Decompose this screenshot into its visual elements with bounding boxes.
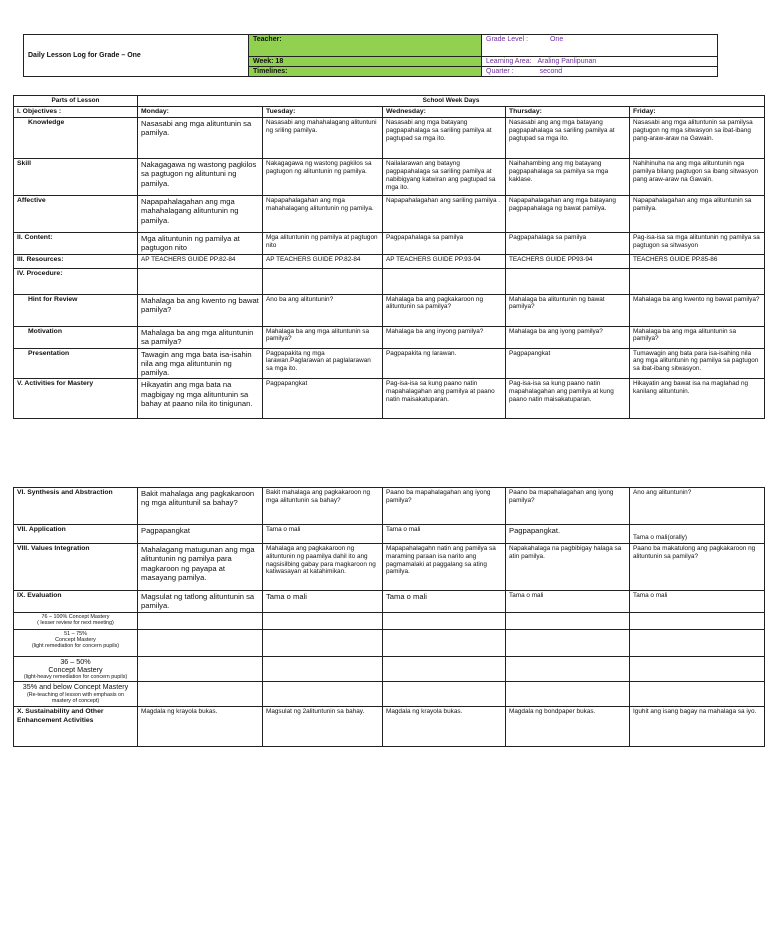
label-iv-procedure: IV. Procedure: — [14, 268, 138, 294]
row-vi-synthesis-and-abstraction — [14, 488, 765, 525]
cell-hint-for-review-friday: Mahalaga ba ang kwento ng bawat pamilya? — [630, 294, 765, 326]
cell-concept-mastery-1-thursday — [506, 612, 630, 629]
cell-hint-for-review-monday: Mahalaga ba ang kwento ng bawat pamilya? — [138, 294, 263, 326]
cell-v-activities-for-mastery-tuesday: Pagpapangkat — [263, 379, 383, 419]
row-concept-mastery-1 — [14, 612, 765, 629]
cell-ii-content-monday: Mga alituntunin ng pamilya at pagtugon nito — [138, 233, 263, 255]
cell-hint-for-review-wednesday: Mahalaga ba ang pagkakaroon ng alituntunin sa pamilya? — [383, 294, 506, 326]
cell-iv-procedure-tuesday — [263, 268, 383, 294]
cell-affective-friday: Napapahalagahan ang mga alituntunin sa pamilya. — [630, 196, 765, 233]
label-ii-content: II. Content: — [14, 233, 138, 255]
label-knowledge: Knowledge — [14, 118, 138, 159]
cell-concept-mastery-3-friday — [630, 656, 765, 682]
cell-v-activities-for-mastery-friday: Hikayatin ang bawat isa na maglahad ng kanilang alituntunin. — [630, 379, 765, 419]
concept-mastery-line: (light-heavy remediation for concern pupils) — [23, 674, 128, 681]
cell-affective-tuesday: Napapahalagahan ang mga mahahalagang alituntunin ng pamilya. — [263, 196, 383, 233]
cell-affective-thursday: Napapahalagahan ang mga batayang pagpapahalaga ng bawat pamilya. — [506, 196, 630, 233]
cell-concept-mastery-1-monday — [138, 612, 263, 629]
cell-concept-mastery-4-monday — [138, 682, 263, 707]
cell-presentation-friday: Tumawagin ang bata para isa-isahing nila ang mga alituntunin ng pamilya sa pagtugon sa ibat-ibang sitwasyon. — [630, 348, 765, 379]
cell-ii-content-tuesday: Mga alituntunin ng pamilya at pagtugon nito — [263, 233, 383, 255]
cell-ix-evaluation-friday: Tama o mali — [630, 591, 765, 613]
log-title: Daily Lesson Log for Grade – One — [24, 35, 249, 77]
day-wednesday: Wednesday: — [383, 106, 506, 117]
label-affective: Affective — [14, 196, 138, 233]
row-iii-resources — [14, 254, 765, 268]
concept-mastery-label-2 — [14, 629, 138, 656]
cell-iv-procedure-monday — [138, 268, 263, 294]
row-viii-values-integration — [14, 544, 765, 591]
cell-concept-mastery-2-friday — [630, 629, 765, 656]
cell-skill-monday: Nakagagawa ng wastong pagkilos sa pagtugon ng alituntuni ng pamilya. — [138, 159, 263, 196]
concept-mastery-line: (light remediation for concern pupils) — [31, 642, 120, 649]
header-table — [23, 34, 718, 77]
label-hint-for-review: Hint for Review — [14, 294, 138, 326]
label-iii-resources: III. Resources: — [14, 254, 138, 268]
label-skill: Skill — [14, 159, 138, 196]
concept-mastery-label-4 — [14, 682, 138, 707]
row-concept-mastery-4 — [14, 682, 765, 707]
cell-iii-resources-thursday: TEACHERS GUIDE PP93-94 — [506, 254, 630, 268]
day-friday: Friday: — [630, 106, 765, 117]
cell-ii-content-friday: Pag-isa-isa sa mga alituntunin ng pamilya sa pagtugon sa sitwasyon — [630, 233, 765, 255]
cell-motivation-wednesday: Mahalaga ba ang inyong pamilya? — [383, 326, 506, 348]
cell-concept-mastery-1-wednesday — [383, 612, 506, 629]
cell-knowledge-wednesday: Nasasabi ang mga batayang pagpapahalaga sa sariling pamilya at pagtupad sa mga ito. — [383, 118, 506, 159]
quarter — [482, 67, 718, 77]
cell-vi-synthesis-and-abstraction-tuesday: Bakit mahalaga ang pagkakaroon ng mga alituntunin sa bahay? — [263, 488, 383, 525]
row-concept-mastery-3 — [14, 656, 765, 682]
cell-vi-synthesis-and-abstraction-wednesday: Paano ba mapahalagahan ang iyong pamilya? — [383, 488, 506, 525]
cell-presentation-tuesday: Pagpapakita ng mga larawan.Paglarawan at paglalarawan sa mga ito. — [263, 348, 383, 379]
cell-motivation-friday: Mahalaga ba ang mga alituntunin sa pamilya? — [630, 326, 765, 348]
timelines-label: Timelines: — [249, 67, 482, 77]
row-motivation — [14, 326, 765, 348]
cell-affective-monday: Napapahalagahan ang mga mahahalagang alituntunin ng pamilya. — [138, 196, 263, 233]
row-vii-application — [14, 525, 765, 544]
label-ix-evaluation: IX. Evaluation — [14, 591, 138, 613]
objectives-label: I. Objectives : — [14, 106, 138, 117]
cell-skill-wednesday: Nailalarawan ang batayng pagpapahalaga sa sariling pamilya at nabibigyang katwiran ang pagtupad sa mga ito. — [383, 159, 506, 196]
label-presentation: Presentation — [14, 348, 138, 379]
cell-iii-resources-friday: TEACHERS GUIDE PP.85-86 — [630, 254, 765, 268]
cell-concept-mastery-2-wednesday — [383, 629, 506, 656]
cell-concept-mastery-3-thursday — [506, 656, 630, 682]
label-vi-synthesis-and-abstraction: VI. Synthesis and Abstraction — [14, 488, 138, 525]
quarter-value: second — [539, 68, 563, 75]
cell-concept-mastery-3-monday — [138, 656, 263, 682]
cell-iv-procedure-friday — [630, 268, 765, 294]
learning-area-label: Learning Area: — [486, 58, 532, 65]
cell-motivation-thursday: Mahalaga ba ang iyong pamilya? — [506, 326, 630, 348]
parts-of-lesson-header: Parts of Lesson — [14, 96, 138, 107]
cell-sustainability-tuesday: Magsulat ng 2alituntunin sa bahay. — [263, 707, 383, 747]
label-motivation: Motivation — [14, 326, 138, 348]
row-concept-mastery-2 — [14, 629, 765, 656]
cell-hint-for-review-tuesday: Ano ba ang alituntunin? — [263, 294, 383, 326]
cell-knowledge-thursday: Nasasabi ang ang mga batayang pagpapahalaga sa sariling pamilya at pagtupad sa mga ito. — [506, 118, 630, 159]
cell-concept-mastery-3-tuesday — [263, 656, 383, 682]
row-hint-for-review — [14, 294, 765, 326]
cell-vii-application-tuesday: Tama o mali — [263, 525, 383, 544]
row-presentation — [14, 348, 765, 379]
concept-mastery-label-3 — [14, 656, 138, 682]
lesson-table-part2-body — [14, 488, 765, 747]
day-monday: Monday: — [138, 106, 263, 117]
cell-concept-mastery-2-tuesday — [263, 629, 383, 656]
cell-knowledge-friday: Nasasabi ang mga alituntunin sa pamilysa pagtugon ng mga sitwasyon sa ibat-ibang pang-araw-araw na Gawain. — [630, 118, 765, 159]
cell-viii-values-integration-friday: Paano ba makatulong ang pagkakaroon ng alituntunin sa pamilya? — [630, 544, 765, 591]
cell-presentation-wednesday: Pagpapakita ng larawan. — [383, 348, 506, 379]
cell-ix-evaluation-tuesday: Tama o mali — [263, 591, 383, 613]
lesson-table-part1 — [13, 95, 765, 419]
learning-area-value: Araling Panlipunan — [537, 58, 597, 65]
label-sustainability: X. Sustainability and Other Enhancement Activities — [14, 707, 138, 747]
lesson-table-part1-body — [14, 96, 765, 419]
cell-presentation-thursday: Pagpapangkat — [506, 348, 630, 379]
grade-level-value: One — [549, 36, 564, 43]
row-ix-evaluation — [14, 591, 765, 613]
cell-iii-resources-monday: AP TEACHERS GUIDE PP.82-84 — [138, 254, 263, 268]
cell-v-activities-for-mastery-monday: Hikayatin ang mga bata na magbigay ng mga alituntunin sa bahay at paano nila ito tinigunan. — [138, 379, 263, 419]
cell-sustainability-wednesday: Magdala ng krayola bukas. — [383, 707, 506, 747]
cell-concept-mastery-2-thursday — [506, 629, 630, 656]
cell-sustainability-thursday: Magdala ng bondpaper bukas. — [506, 707, 630, 747]
grade-level-label: Grade Level : — [486, 36, 529, 43]
cell-ix-evaluation-monday: Magsulat ng tatlong alituntunin sa pamilya. — [138, 591, 263, 613]
row-skill — [14, 159, 765, 196]
concept-mastery-line: 51 – 75% — [64, 630, 87, 637]
cell-knowledge-tuesday: Nasasabi ang mahahalagang alituntuni ng sriling pamilya. — [263, 118, 383, 159]
cell-knowledge-monday: Nasasabi ang mga alituntunin sa pamilya. — [138, 118, 263, 159]
cell-concept-mastery-4-friday — [630, 682, 765, 707]
cell-iv-procedure-wednesday — [383, 268, 506, 294]
cell-viii-values-integration-tuesday: Mahalaga ang pagkakaroon ng alituntunin ng paamilya dahil ito ang nagsisilbing gabay para magkaroon ng katiwasayan at katahimikan. — [263, 544, 383, 591]
cell-vii-application-monday: Pagpapangkat — [138, 525, 263, 544]
learning-area — [482, 57, 718, 67]
cell-ii-content-thursday: Pagpapahalaga sa pamilya — [506, 233, 630, 255]
cell-vi-synthesis-and-abstraction-friday: Ano ang alituntunin? — [630, 488, 765, 525]
cell-iv-procedure-thursday — [506, 268, 630, 294]
concept-mastery-line: Concept Mastery — [48, 664, 103, 674]
week-label: Week: 18 — [249, 57, 482, 67]
concept-mastery-line: Concept Mastery — [55, 636, 96, 643]
cell-viii-values-integration-wednesday: Mapapahalagahn natin ang pamilya sa maraming paraan isa narito ang pagmamalaki at paggalang sa ating pamilya. — [383, 544, 506, 591]
cell-vi-synthesis-and-abstraction-monday: Bakit mahalaga ang pagkakaroon ng mga alituntunil sa bahay? — [138, 488, 263, 525]
concept-mastery-line: 36 – 50% — [60, 656, 91, 666]
cell-viii-values-integration-monday: Mahalagang matugunan ang mga alituntunin ng pamilya para magkaroon ng payapa at masayang pamilya. — [138, 544, 263, 591]
cell-vii-application-friday: Tama o mali(orally) — [630, 525, 765, 544]
cell-viii-values-integration-thursday: Napakahalaga na pagbibigay halaga sa atin pamilya. — [506, 544, 630, 591]
cell-ii-content-wednesday: Pagpapahalaga sa pamilya — [383, 233, 506, 255]
cell-concept-mastery-3-wednesday — [383, 656, 506, 682]
cell-affective-wednesday: Napapahalagahan ang sariling pamilya . — [383, 196, 506, 233]
cell-vi-synthesis-and-abstraction-thursday: Paano ba mapahalagahan ang iyong pamilya? — [506, 488, 630, 525]
cell-concept-mastery-2-monday — [138, 629, 263, 656]
cell-motivation-monday: Mahalaga ba ang mga alituntunin sa pamilya? — [138, 326, 263, 348]
cell-concept-mastery-4-thursday — [506, 682, 630, 707]
row-iv-procedure — [14, 268, 765, 294]
row-knowledge — [14, 118, 765, 159]
cell-sustainability-monday: Magdala ng krayola bukas. — [138, 707, 263, 747]
cell-skill-friday: Nahihinuha na ang mga alituntunin nga pamilya bilang pagtugon sa ibang sitwasyon pang araw-araw na Gawain. — [630, 159, 765, 196]
concept-mastery-line: 35% and below Concept Mastery — [22, 682, 129, 692]
cell-ix-evaluation-wednesday: Tama o mali — [383, 591, 506, 613]
cell-motivation-tuesday: Mahalaga ba ang mga alituntunin sa pamilya? — [263, 326, 383, 348]
cell-v-activities-for-mastery-thursday: Pag-isa-isa sa kung paano natin mapahalagahan ang pamilya at kung paano natin maisakatuparan. — [506, 379, 630, 419]
concept-mastery-label-1 — [14, 612, 138, 629]
concept-mastery-line: ( lesser review for next meeting) — [37, 619, 114, 626]
cell-vii-application-thursday: Pagpapangkat. — [506, 525, 630, 544]
row-sustainability — [14, 707, 765, 747]
grade-level — [482, 35, 718, 57]
label-v-activities-for-mastery: V. Activities for Mastery — [14, 379, 138, 419]
label-viii-values-integration: VIII. Values Integration — [14, 544, 138, 591]
cell-concept-mastery-1-tuesday — [263, 612, 383, 629]
cell-v-activities-for-mastery-wednesday: Pag-isa-isa sa kung paano natin mapahalagahan ang pamilya at paano natin maisakatuparan. — [383, 379, 506, 419]
concept-mastery-line: (Re-teaching of lesson with emphasis on mastery of concept) — [26, 691, 125, 704]
cell-iii-resources-wednesday: AP TEACHERS GUIDE PP.93-94 — [383, 254, 506, 268]
concept-mastery-line: 76 – 100% Concept Mastery — [41, 613, 110, 620]
cell-concept-mastery-4-tuesday — [263, 682, 383, 707]
row-affective — [14, 196, 765, 233]
quarter-label: Quarter : — [486, 68, 514, 75]
school-week-days-header: School Week Days — [138, 96, 765, 107]
cell-sustainability-friday: Iguhit ang isang bagay na mahalaga sa iyo. — [630, 707, 765, 747]
cell-skill-tuesday: Nakagagawa ng wastong pagkilos sa pagtugon ng alituntunin ng pamilya. — [263, 159, 383, 196]
cell-vii-application-wednesday: Tama o mali — [383, 525, 506, 544]
label-vii-application: VII. Application — [14, 525, 138, 544]
teacher-label: Teacher: — [249, 35, 482, 57]
lesson-table-part2 — [13, 487, 765, 747]
cell-skill-thursday: Naihahambing ang mg batayang pagpapahalaga sa pamilya sa mga kaklase. — [506, 159, 630, 196]
day-tuesday: Tuesday: — [263, 106, 383, 117]
cell-concept-mastery-1-friday — [630, 612, 765, 629]
cell-presentation-monday: Tawagin ang mga bata isa-isahin nila ang mga alituntunin ng pamilya. — [138, 348, 263, 379]
day-thursday: Thursday: — [506, 106, 630, 117]
cell-hint-for-review-thursday: Mahalaga ba alituntunin ng bawat pamilya? — [506, 294, 630, 326]
row-ii-content — [14, 233, 765, 255]
cell-iii-resources-tuesday: AP TEACHERS GUIDE PP.82-84 — [263, 254, 383, 268]
row-v-activities-for-mastery — [14, 379, 765, 419]
cell-ix-evaluation-thursday: Tama o mali — [506, 591, 630, 613]
cell-concept-mastery-4-wednesday — [383, 682, 506, 707]
